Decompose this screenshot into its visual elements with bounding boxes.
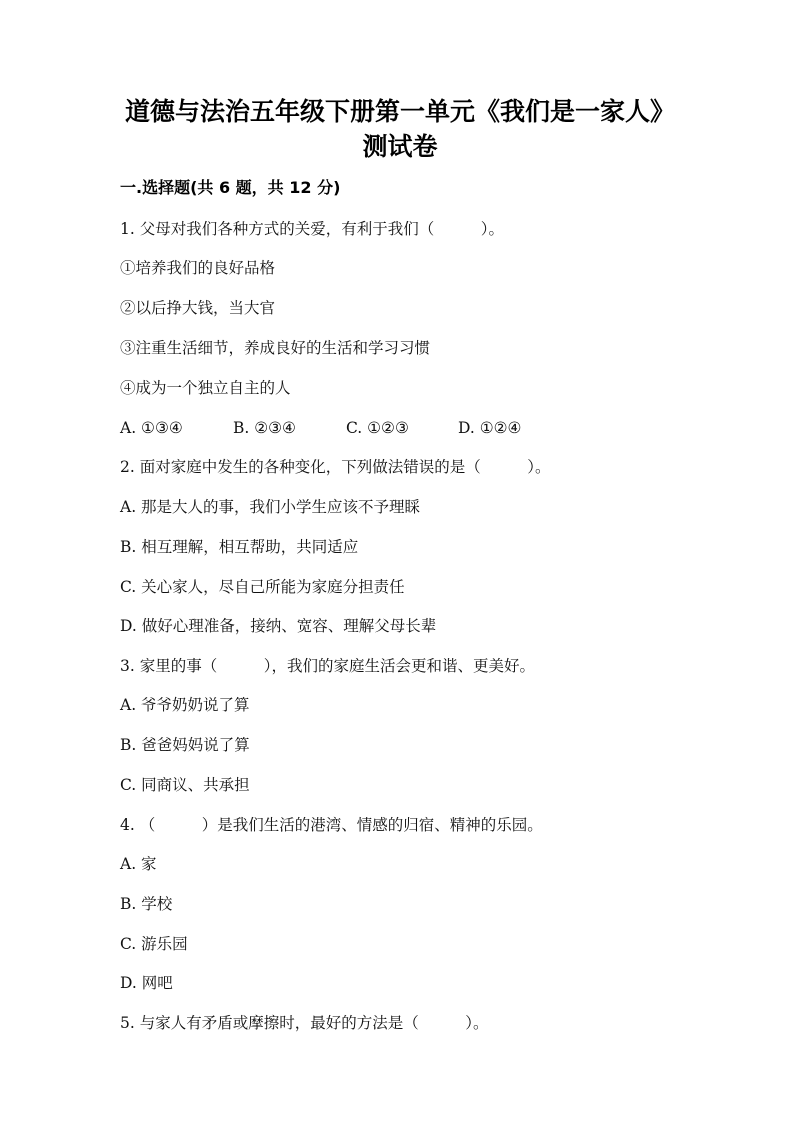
option-c: C. 同商议、共承担 [120,776,250,794]
option-a: A. ①③④ [120,419,183,437]
option-a: A. 那是大人的事，我们小学生应该不予理睬 [120,498,421,516]
option-b: B. 学校 [120,895,173,913]
question-stem: 2. 面对家庭中发生的各种变化，下列做法错误的是（ ）。 [120,458,551,476]
option-b: B. 爸爸妈妈说了算 [120,736,250,754]
question-stem: 4. （ ）是我们生活的港湾、情感的归宿、精神的乐园。 [120,816,543,834]
option-c: C. 关心家人，尽自己所能为家庭分担责任 [120,578,405,596]
option-c: C. 游乐园 [120,935,188,953]
option-d: D. 网吧 [120,974,173,992]
option-d: D. 做好心理准备，接纳、宽容、理解父母长辈 [120,617,437,635]
statement-item: ②以后挣大钱，当大官 [120,299,276,317]
statement-item: ④成为一个独立自主的人 [120,379,291,397]
option-b: B. ②③④ [233,419,296,437]
option-d: D. ①②④ [458,419,522,437]
statement-item: ①培养我们的良好品格 [120,259,276,277]
question-stem: 3. 家里的事（ ），我们的家庭生活会更和谐、更美好。 [120,657,535,675]
option-a: A. 爷爷奶奶说了算 [120,696,250,714]
title-line-1: 道德与法治五年级下册第一单元《我们是一家人》 [124,97,675,126]
statement-item: ③注重生活细节，养成良好的生活和学习习惯 [120,339,431,357]
option-a: A. 家 [120,855,157,873]
option-b: B. 相互理解，相互帮助，共同适应 [120,538,359,556]
title-line-2: 测试卷 [362,132,438,161]
option-c: C. ①②③ [346,419,409,437]
question-stem: 1. 父母对我们各种方式的关爱，有利于我们（ ）。 [120,220,504,238]
question-stem: 5. 与家人有矛盾或摩擦时，最好的方法是（ ）。 [120,1014,489,1032]
section-heading: 一.选择题(共 6 题，共 12 分) [120,178,341,197]
